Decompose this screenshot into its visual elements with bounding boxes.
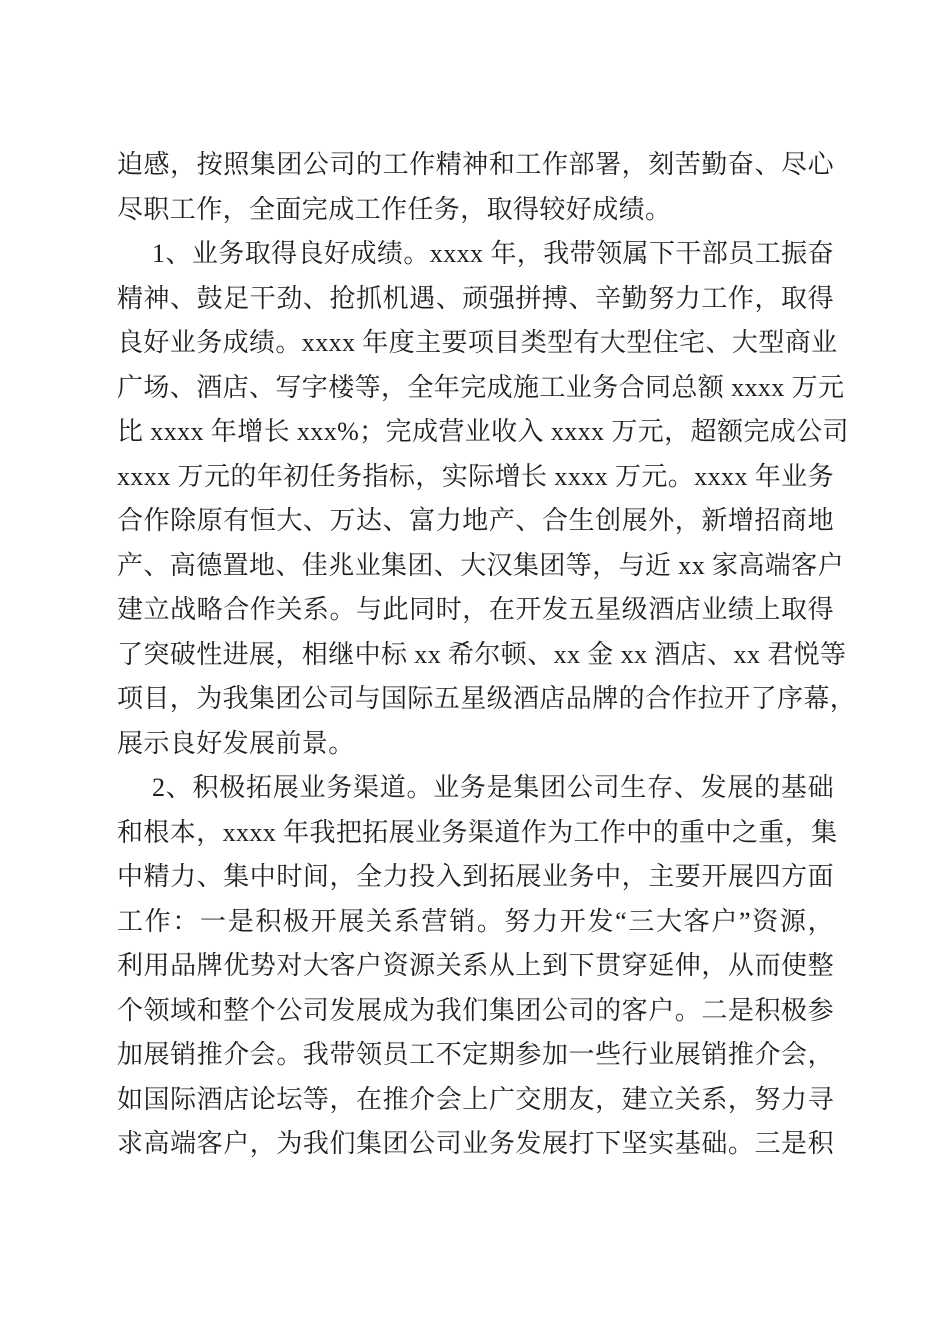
- document-line: 迫感，按照集团公司的工作精神和工作部署，刻苦勤奋、尽心: [117, 150, 834, 179]
- document-line: 加展销推介会。我带领员工不定期参加一些行业展销推介会，: [117, 1040, 834, 1069]
- document-line: 展示良好发展前景。: [117, 728, 355, 758]
- document-line: 比 xxxx 年增长 xxx%；完成营业收入 xxxx 万元，超额完成公司: [117, 417, 849, 446]
- document-line: 利用品牌优势对大客户资源关系从上到下贯穿延伸，从而使整: [117, 951, 834, 980]
- document-text: [117, 143, 857, 1167]
- document-line: 广场、酒店、写字楼等，全年完成施工业务合同总额 xxxx 万元: [117, 372, 845, 402]
- document-line: 了突破性进展，相继中标 xx 希尔顿、xx 金 xx 酒店、xx 君悦等: [117, 639, 847, 669]
- document-line: 建立战略合作关系。与此同时，在开发五星级酒店业绩上取得: [117, 595, 834, 624]
- document-line: xxxx 万元的年初任务指标，实际增长 xxxx 万元。xxxx 年业务: [117, 461, 834, 491]
- document-line: 和根本，xxxx 年我把拓展业务渠道作为工作中的重中之重，集: [117, 817, 838, 847]
- document-line: 中精力、集中时间，全力投入到拓展业务中，主要开展四方面: [117, 862, 834, 891]
- document-line: 1、业务取得良好成绩。xxxx 年，我带领属下干部员工振奋: [152, 239, 834, 268]
- document-line: 如国际酒店论坛等，在推介会上广交朋友，建立关系，努力寻: [117, 1084, 834, 1114]
- document-line: 精神、鼓足干劲、抢抓机遇、顽强拼搏、辛勤努力工作，取得: [117, 283, 834, 313]
- document-line: 2、积极拓展业务渠道。业务是集团公司生存、发展的基础: [152, 773, 834, 802]
- document-line: 工作：一是积极开展关系营销。努力开发“三大客户”资源，: [117, 906, 834, 936]
- document-line: 良好业务成绩。xxxx 年度主要项目类型有大型住宅、大型商业: [117, 328, 838, 357]
- document-line: 尽职工作，全面完成工作任务，取得较好成绩。: [117, 194, 672, 224]
- document-line: 合作除原有恒大、万达、富力地产、合生创展外，新增招商地: [117, 506, 834, 535]
- document-line: 项目，为我集团公司与国际五星级酒店品牌的合作拉开了序幕，: [117, 684, 857, 713]
- document-line: 个领域和整个公司发展成为我们集团公司的客户。二是积极参: [117, 995, 834, 1025]
- document-line: 产、高德置地、佳兆业集团、大汉集团等，与近 xx 家高端客户: [117, 550, 845, 580]
- document-line: 求高端客户，为我们集团公司业务发展打下坚实基础。三是积: [117, 1129, 834, 1158]
